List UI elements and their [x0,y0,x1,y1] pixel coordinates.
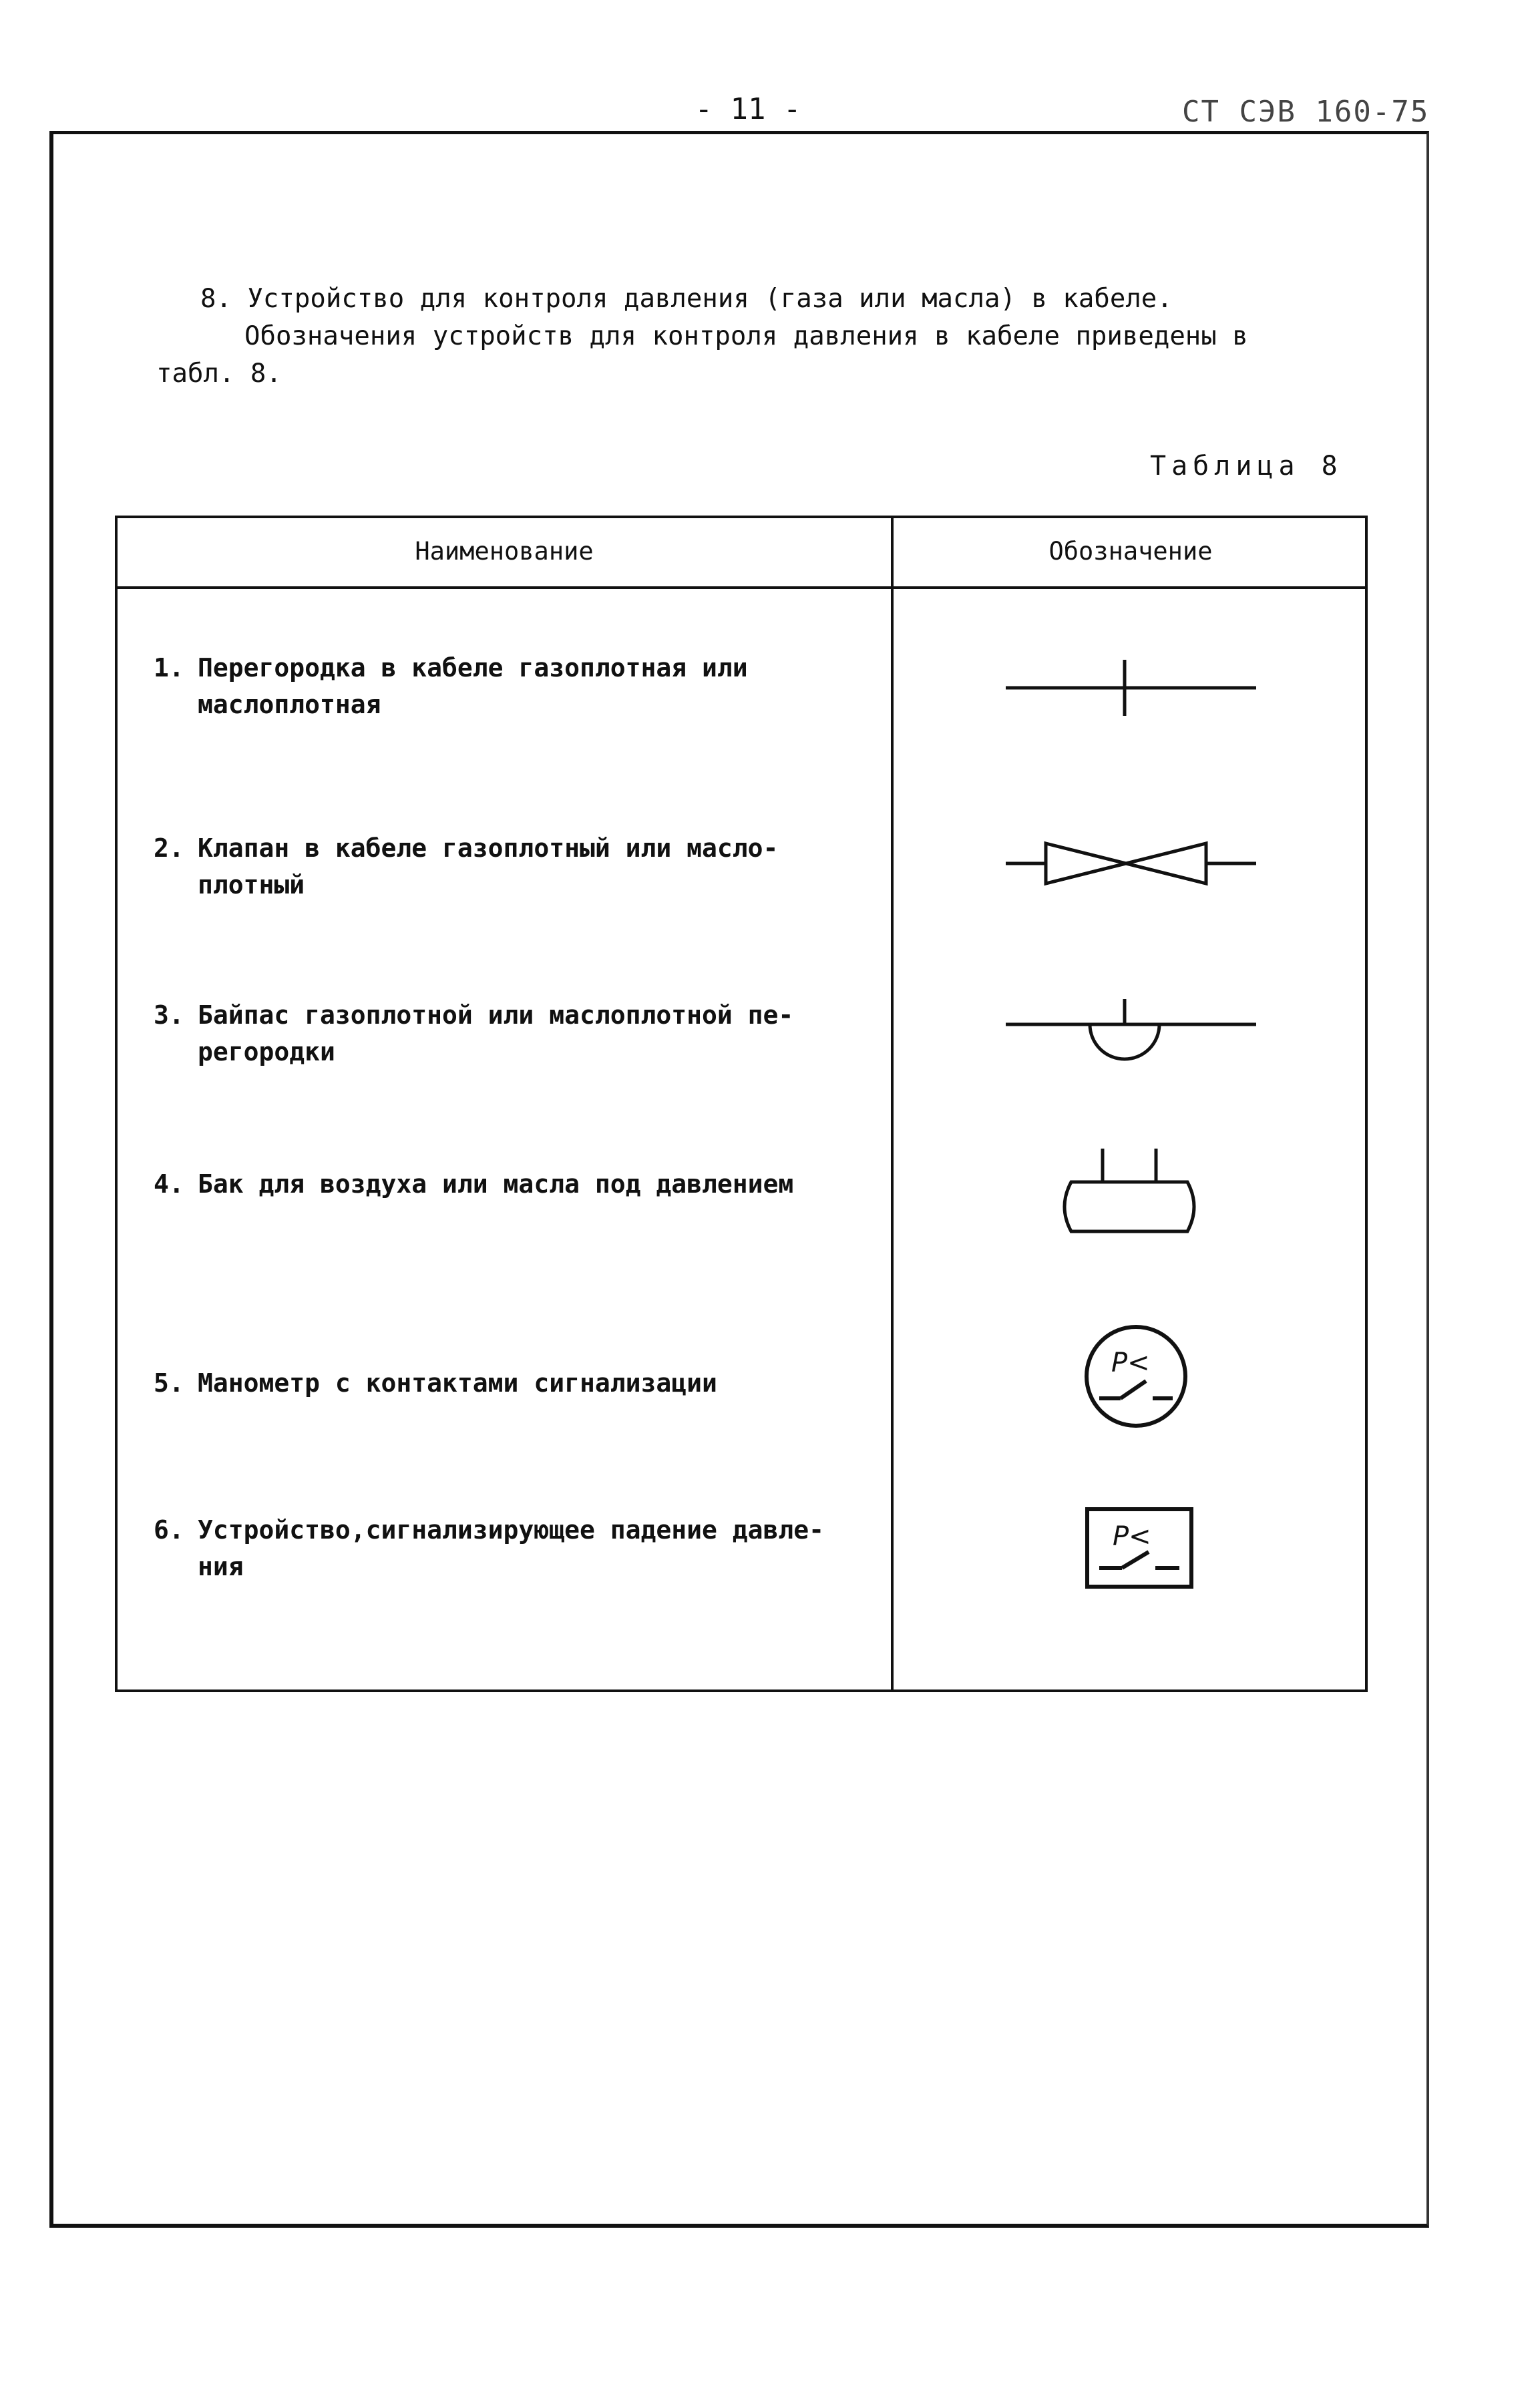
row-text-line-2: регородки [198,1037,335,1066]
symbol-label: P< [1111,1348,1150,1378]
pressure-drop-signal-icon [1079,1501,1199,1595]
row-number: 4. [154,1169,184,1199]
row-number: 5. [154,1368,184,1398]
table-row [154,830,778,904]
gas-tight-valve-icon [999,820,1266,907]
table-row [154,650,748,723]
row-text-line-1: Байпас газоплотной или маслоплотной пе- [198,1000,794,1030]
pressure-tank-icon [1052,1143,1213,1243]
row-text-line-2: плотный [198,870,305,900]
table-row [154,997,793,1070]
intro-line-3: табл. 8. [156,359,282,389]
column-divider [891,518,894,1690]
bypass-icon [999,986,1266,1079]
row-text-line-2: маслоплотная [198,690,381,719]
symbol-label: P< [1113,1521,1151,1552]
row-text-line-1: Манометр с контактами сигнализации [198,1368,717,1398]
manometer-contacts-icon [1079,1320,1193,1433]
row-number: 1. [154,653,184,682]
page-number: - 11 - [695,92,801,126]
row-text-line-1: Перегородка в кабеле газоплотная или [198,653,748,682]
row-text-line-1: Устройство,сигнализирующее падение давле- [198,1515,824,1545]
intro-line-2: Обозначения устройств для контроля давления в кабеле приведены в [244,321,1248,351]
intro-line-1: 8. Устройство для контроля давления (газа или масла) в кабеле. [200,284,1173,314]
table-row [154,1512,824,1585]
row-number: 3. [154,1000,184,1030]
row-text-line-2: ния [198,1552,244,1581]
table-caption: Таблица 8 [1150,451,1343,481]
header-name: Наименование [415,537,594,566]
table-row [154,1166,793,1203]
row-text-line-1: Бак для воздуха или масла под давлением [198,1169,794,1199]
row-number: 2. [154,833,184,863]
document-code: СТ СЭВ 160-75 [1182,95,1430,129]
symbols-table [115,516,1368,1692]
row-text-line-1: Клапан в кабеле газоплотный или масло- [198,833,779,863]
header-symbol: Обозначение [1048,537,1213,566]
row-number: 6. [154,1515,184,1545]
gas-tight-partition-icon [999,654,1266,721]
header-divider [118,586,1365,589]
table-row [154,1365,717,1402]
